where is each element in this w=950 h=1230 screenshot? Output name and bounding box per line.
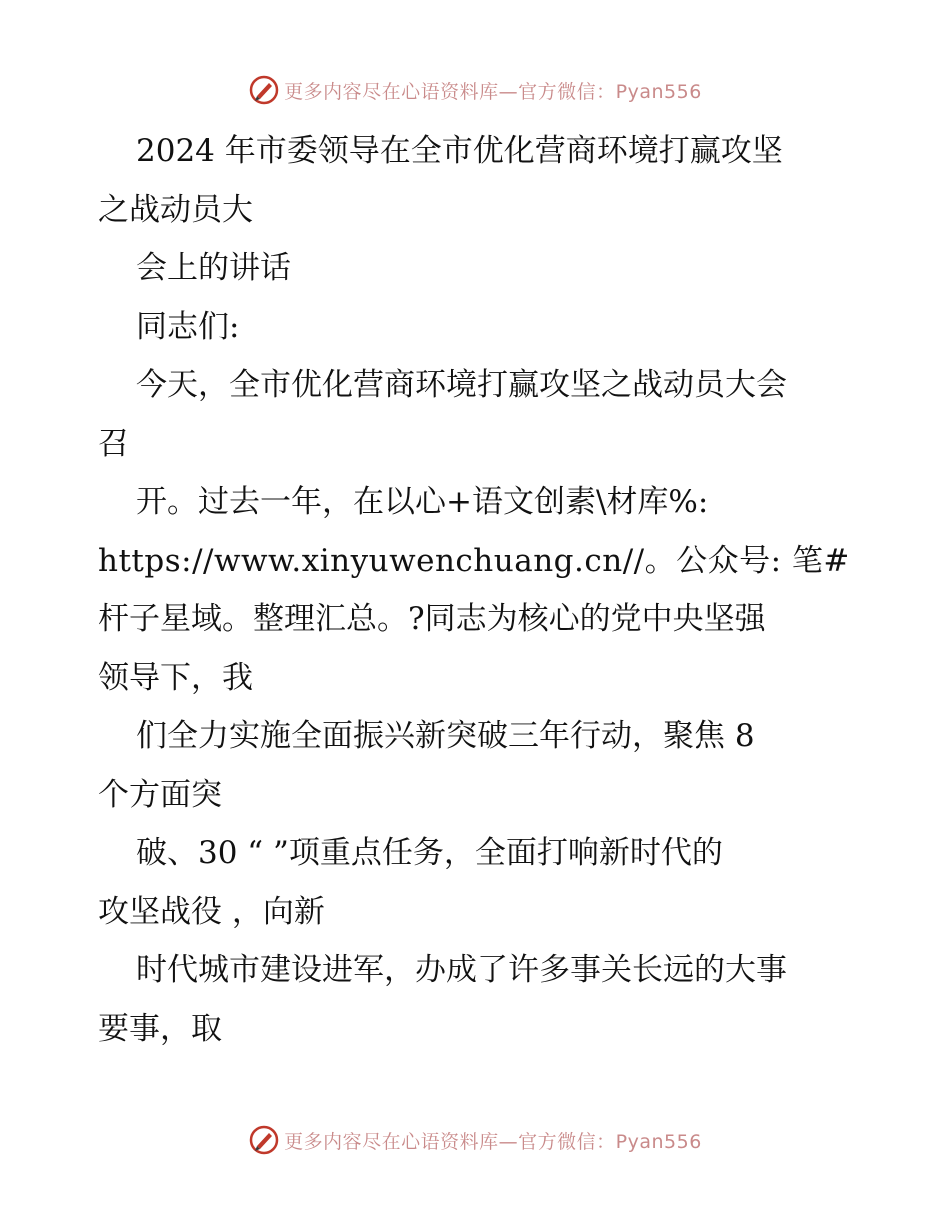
url-text-line: https://www.xinyuwenchuang.cn//。公众号: 笔# xyxy=(98,542,850,579)
watermark-text: 更多内容尽在心语资料库—官方微信：Pyan556 xyxy=(284,80,702,103)
text-line: 破、30 “ ”项重点任务，全面打响新时代的 xyxy=(136,835,723,871)
text-line: 同志们: xyxy=(136,308,240,345)
text-line: 2024 年市委领导在全市优化营商环境打赢攻坚 xyxy=(136,133,783,169)
text-line: 开。过去一年，在以心+语文创素\材库%: xyxy=(136,484,709,520)
document-body xyxy=(98,122,858,1058)
pen-logo-icon xyxy=(248,1124,280,1156)
text-line: 领导下，我 xyxy=(98,659,253,696)
watermark-text: 更多内容尽在心语资料库—官方微信：Pyan556 xyxy=(284,1130,702,1153)
footer-watermark xyxy=(0,1120,950,1160)
text-line: 个方面突 xyxy=(98,776,222,813)
header-watermark xyxy=(0,70,950,110)
text-line: 攻坚战役 ，向新 xyxy=(98,893,325,930)
text-line: 们全力实施全面振兴新突破三年行动，聚焦 8 xyxy=(136,718,755,754)
text-line: 要事，取 xyxy=(98,1010,222,1047)
text-line: 杆子星域。整理汇总。?同志为核心的党中央坚强 xyxy=(98,601,766,637)
text-line: 会上的讲话 xyxy=(136,250,291,286)
text-line: 今天，全市优化营商环境打赢攻坚之战动员大会 xyxy=(136,367,787,403)
text-line: 时代城市建设进军，办成了许多事关长远的大事 xyxy=(136,952,787,988)
text-line: 之战动员大 xyxy=(98,191,253,228)
pen-logo-icon xyxy=(248,74,280,106)
text-line: 召 xyxy=(98,425,129,462)
